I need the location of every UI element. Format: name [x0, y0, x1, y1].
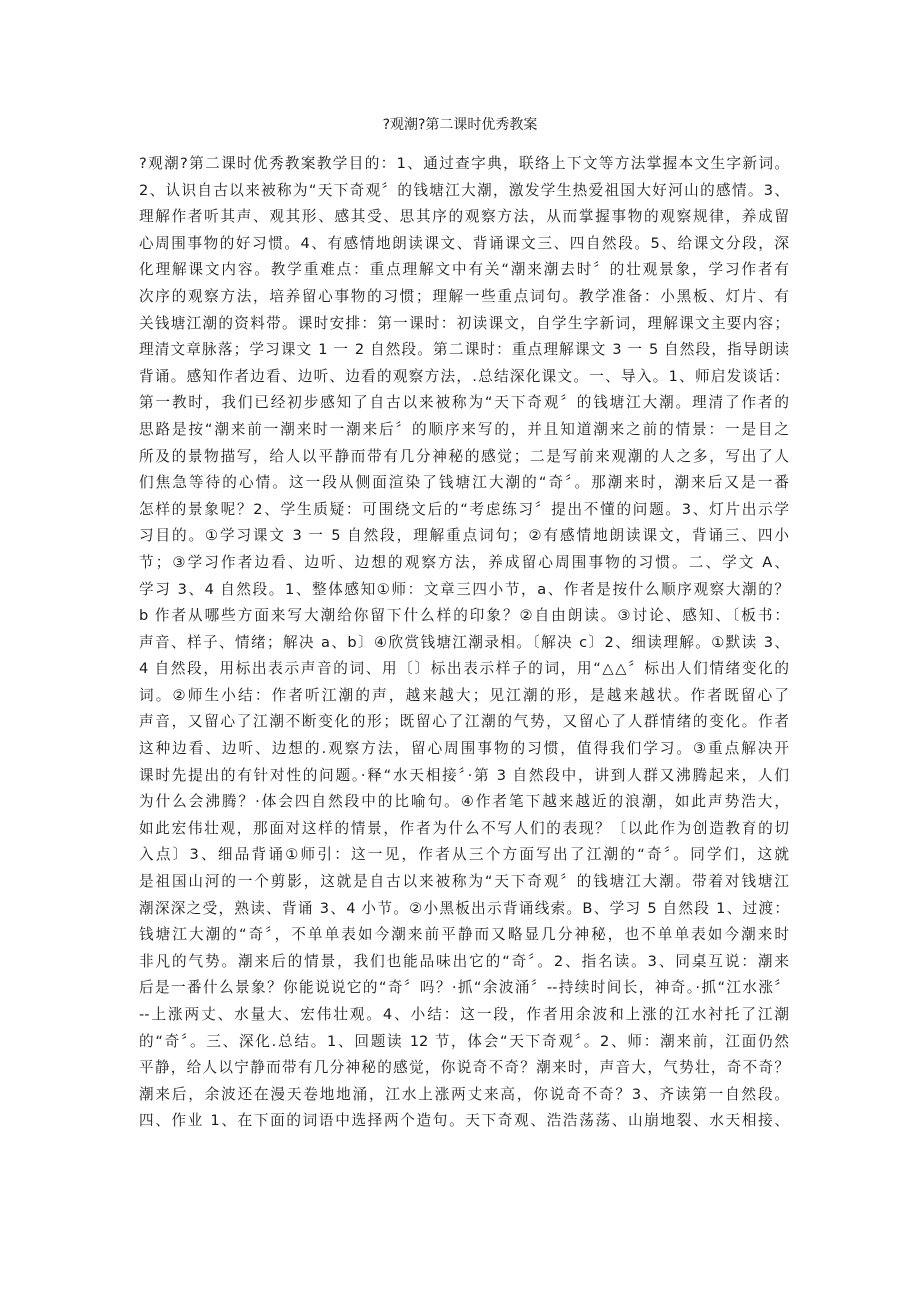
- body-text-line: 的“奇〞。三、深化.总结。1、回题读 12 节，体会“天下奇观〞。2、师：潮来前，江面仍然: [139, 1032, 789, 1050]
- body-text-line: 怎样的景象呢？2、学生质疑：可围绕文后的“考虑练习〞提出不懂的问题。3、灯片出示学: [139, 500, 789, 518]
- body-text-line: 们焦急等待的心情。这一段从侧面渲染了钱塘江大潮的“奇〞。那潮来时，潮来后又是一番: [139, 474, 789, 492]
- body-text-line: 化理解课文内容。教学重难点：重点理解文中有关“潮来潮去时〞的壮观景象，学习作者有: [139, 261, 789, 279]
- body-text-line: 非凡的气势。潮来后的情景，我们也能品味出它的“奇〞。2、指名读。3、同桌互说：潮来: [139, 952, 789, 970]
- body-text-line: 如此宏伟壮观，那面对这样的情景，作者为什么不写人们的表现？〔以此作为创造教育的切: [139, 819, 789, 837]
- body-text-line: 后是一番什么景象？你能说说它的“奇〞吗？·抓“余波涌〞--持续时间长，神奇。·抓“江水涨〞: [139, 979, 789, 997]
- body-text-line: 声音，又留心了江潮不断变化的形；既留心了江潮的气势，又留心了人群情绪的变化。作者: [139, 713, 789, 731]
- body-text-line: 学习 3、4 自然段。1、整体感知①师：文章三四小节，a、作者是按什么顺序观察大潮的？: [139, 580, 789, 598]
- body-text-line: 是祖国山河的一个剪影，这就是自古以来被称为“天下奇观〞的钱塘江大潮。带着对钱塘江: [139, 873, 789, 891]
- body-text-line: 2、认识自古以来被称为“天下奇观〞的钱塘江大潮，激发学生热爱祖国大好河山的感情。3、: [139, 181, 789, 199]
- body-text-line: 声音、样子、情绪；解决 a、b〕④欣赏钱塘江潮录相。〔解决 c〕2、细读理解。①默读 3、: [139, 633, 789, 651]
- body-text-line: 心周围事物的好习惯。4、有感情地朗读课文、背诵课文三、四自然段。5、给课文分段，深: [139, 234, 789, 252]
- body-text-line: 潮来后，余波还在漫天卷地地涌，江水上涨两丈来高，你说奇不奇？3、齐读第一自然段。: [139, 1085, 789, 1103]
- body-text-line: 背诵。感知作者边看、边听、边看的观察方法，.总结深化课文。一、导入。1、师启发谈话：: [139, 367, 789, 385]
- body-text-line: 4 自然段，用标出表示声音的词、用〔〕标出表示样子的词，用“△△〞标出人们情绪变化的: [139, 660, 789, 678]
- body-text-line: 入点〕3、细品背诵①师引：这一见，作者从三个方面写出了江潮的“奇〞。同学们，这就: [139, 846, 789, 864]
- body-text-line: b 作者从哪些方面来写大潮给你留下什么样的印象？②自由朗读。③讨论、感知、〔板书：: [139, 607, 789, 625]
- body-text-line: 课时先提出的有针对性的问题。·释“水天相接〞·第 3 自然段中，讲到人群又沸腾起来，人们: [139, 766, 789, 784]
- body-text-line: 所及的景物描写，给人以平静而带有几分神秘的感觉；二是写前来观潮的人之多，写出了人: [139, 447, 789, 465]
- body-text-line: 词。②师生小结：作者听江潮的声，越来越大；见江潮的形，是越来越状。作者既留心了: [139, 686, 789, 704]
- body-text-line: 钱塘江大潮的“奇〞，不单单表如今潮来前平静而又略显几分神秘，也不单单表如今潮来时: [139, 926, 789, 944]
- body-text-line: 潮深深之受，熟读、背诵 3、4 小节。②小黑板出示背诵线索。B、学习 5 自然段 1、过渡：: [139, 899, 789, 917]
- body-text-line: 关钱塘江潮的资料带。课时安排：第一课时：初读课文，自学生字新词，理解课文主要内容；: [139, 314, 789, 332]
- body-text-line: ?观潮?第二课时优秀教案教学目的：1、通过查字典，联络上下文等方法掌握本文生字新词。: [139, 155, 789, 172]
- body-text-line: 为什么会沸腾？·体会四自然段中的比喻句。④作者笔下越来越近的浪潮，如此声势浩大，: [139, 793, 789, 811]
- body-text-line: 思路是按“潮来前一潮来时一潮来后〞的顺序来写的，并且知道潮来之前的情景：一是目之: [139, 420, 789, 438]
- body-text-line: 习目的。①学习课文 3 一 5 自然段，理解重点词句；②有感情地朗读课文，背诵三、四小: [139, 527, 789, 545]
- body-text-line: 理解作者听其声、观其形、感其受、思其序的观察方法，从而掌握事物的观察规律，养成留: [139, 208, 789, 226]
- body-text-line: 平静，给人以宁静而带有几分神秘的感觉，你说奇不奇？潮来时，声音大，气势壮，奇不奇？: [139, 1059, 789, 1077]
- body-text-line: --上涨两丈、水量大、宏伟壮观。4、小结：这一段，作者用余波和上涨的江水衬托了江潮: [139, 1006, 789, 1023]
- body-text-line: 理清文章脉落；学习课文 1 一 2 自然段。第二课时：重点理解课文 3 一 5 自然段，指导朗读: [139, 341, 789, 359]
- body-text-line: 第一教时，我们已经初步感知了自古以来被称为“天下奇观〞的钱塘江大潮。理清了作者的: [139, 394, 789, 412]
- body-text-line: 四、作业 1、在下面的词语中选择两个造句。天下奇观、浩浩荡荡、山崩地裂、水天相接、: [139, 1112, 789, 1130]
- document-title: ?观潮?第二课时优秀教案: [382, 117, 538, 133]
- body-text-line: 次序的观察方法，培养留心事物的习惯；理解一些重点词句。教学准备：小黑板、灯片、有: [139, 287, 789, 305]
- body-text-line: 节；③学习作者边看、边听、边想的观察方法，养成留心周围事物的习惯。二、学文 A、: [139, 553, 789, 571]
- body-text-line: 这种边看、边听、边想的.观察方法，留心周围事物的习惯，值得我们学习。③重点解决开: [139, 740, 789, 758]
- document-body: [139, 151, 789, 1135]
